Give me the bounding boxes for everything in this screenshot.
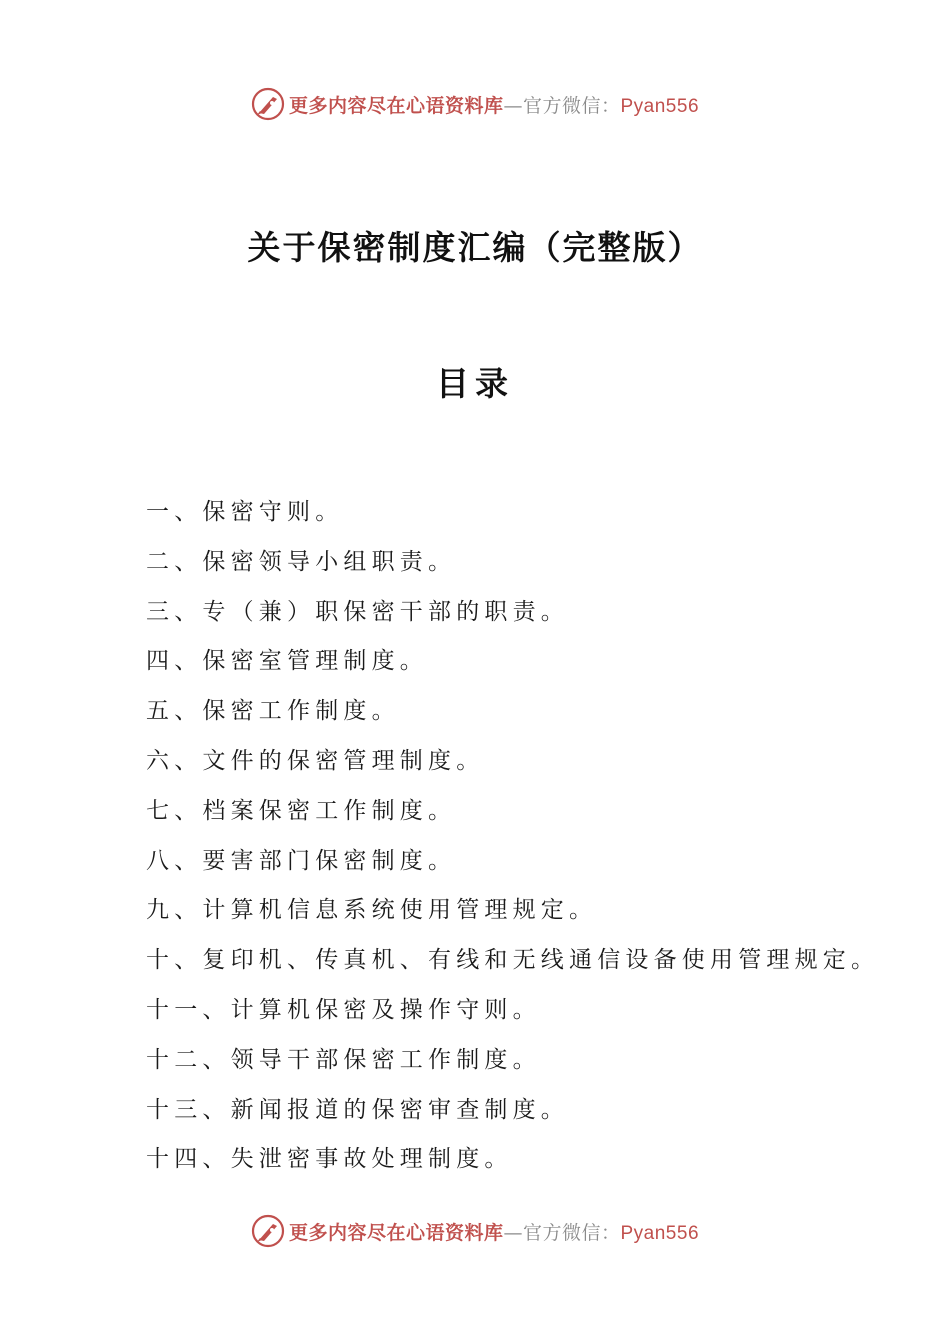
- pen-nib-logo-icon: [251, 87, 285, 121]
- watermark-dash: —: [503, 1221, 523, 1244]
- watermark-wechat-id: Pyan556: [620, 95, 700, 117]
- watermark-wechat-label: 官方微信：: [522, 1221, 621, 1244]
- toc-item: 二、保密领导小组职责。: [146, 548, 457, 575]
- toc-item: 六、文件的保密管理制度。: [146, 747, 485, 774]
- watermark-site: 更多内容尽在心语资料库: [288, 94, 504, 117]
- toc-item: 四、保密室管理制度。: [146, 648, 428, 675]
- toc-item: 十三、新闻报道的保密审查制度。: [146, 1096, 569, 1123]
- table-of-contents: [146, 490, 879, 1187]
- toc-item: 五、保密工作制度。: [146, 698, 400, 725]
- toc-item: 七、档案保密工作制度。: [146, 797, 457, 824]
- toc-item: 十二、领导干部保密工作制度。: [146, 1046, 541, 1073]
- toc-item: 一、保密守则。: [146, 499, 344, 525]
- watermark-text: [289, 1218, 699, 1245]
- toc-item: 三、专（兼）职保密干部的职责。: [146, 598, 569, 625]
- header-watermark: [0, 84, 950, 124]
- watermark-wechat-label: 官方微信：: [522, 94, 621, 117]
- toc-item: 十、复印机、传真机、有线和无线通信设备使用管理规定。: [146, 947, 880, 974]
- toc-heading: 目录: [436, 364, 514, 403]
- toc-item: 八、要害部门保密制度。: [146, 847, 457, 874]
- toc-item: 十四、失泄密事故处理制度。: [146, 1146, 513, 1173]
- toc-item: 十一、计算机保密及操作守则。: [146, 996, 541, 1023]
- watermark-wechat-id: Pyan556: [620, 1222, 700, 1244]
- watermark-text: [289, 91, 699, 118]
- watermark-dash: —: [503, 94, 523, 117]
- footer-watermark: [0, 1211, 950, 1251]
- document-title: 关于保密制度汇编（完整版）: [247, 228, 703, 267]
- pen-nib-logo-icon: [251, 1214, 285, 1248]
- toc-item: 九、计算机信息系统使用管理规定。: [146, 897, 598, 924]
- watermark-site: 更多内容尽在心语资料库: [288, 1221, 504, 1244]
